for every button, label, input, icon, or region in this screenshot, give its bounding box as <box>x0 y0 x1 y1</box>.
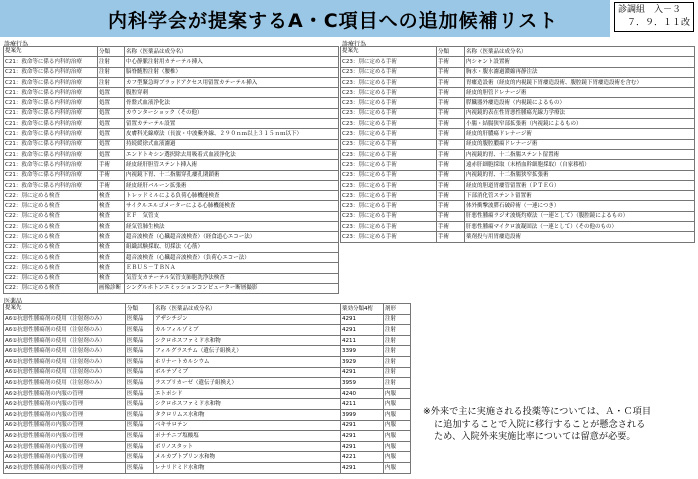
cell-p: C23：別に定める手術 <box>341 211 437 221</box>
table-row <box>4 149 339 159</box>
cell-n: カウンターショック（その他） <box>125 108 339 118</box>
cell-c: 手術 <box>437 108 465 118</box>
cell-n: ベキサロテン <box>154 420 341 431</box>
table-row <box>4 108 339 118</box>
table-header-row <box>4 47 339 57</box>
cell-n: 経気管肺生検法 <box>125 222 339 232</box>
cell-c: 処置 <box>98 108 125 118</box>
table-row <box>4 263 339 273</box>
cell-p: C23：別に定める手術 <box>341 180 437 190</box>
cell-n: 内シャント設置術 <box>465 57 695 67</box>
table-row <box>4 67 339 77</box>
cell-c: 注射 <box>98 77 125 87</box>
table-row <box>4 420 411 431</box>
table-row <box>4 409 411 420</box>
table-row <box>4 273 339 283</box>
cell-p: C23：別に定める手術 <box>341 57 437 67</box>
table-row <box>4 431 411 442</box>
cell-p: A6②抗悪性腫瘍剤の内服の管理 <box>4 452 126 463</box>
cell-c: 医薬品 <box>126 367 154 378</box>
cell-n: 中心静脈注射用カテーテル挿入 <box>125 57 339 67</box>
table-row <box>341 170 695 180</box>
cell-n: サイクルエルゴメーターによる心肺機能検査 <box>125 201 339 211</box>
cell-c: 医薬品 <box>126 399 154 410</box>
cell-n: 経皮的胆管ドレナージ術 <box>465 88 695 98</box>
cell-n: ＥＢＵＳ－ＴＢＮＡ <box>125 263 339 273</box>
cell-c: 画像診断 <box>98 283 125 293</box>
cell-n: 超音波検査（心臓超音波検査）（負荷心エコー法） <box>125 252 339 262</box>
cell-p: C23：別に定める手術 <box>341 119 437 129</box>
cell-c: 医薬品 <box>126 431 154 442</box>
cell-p: A6①抗悪性腫瘍剤の使用（注射剤のみ） <box>4 367 126 378</box>
cell-p: A6②抗悪性腫瘍剤の内服の管理 <box>4 409 126 420</box>
cell-c: 医薬品 <box>126 441 154 452</box>
cell-p: C23：別に定める手術 <box>341 98 437 108</box>
cell-f: 注射 <box>384 335 411 346</box>
cell-p: C21：救命等に係る内科的治療 <box>4 98 98 108</box>
table-row <box>4 462 411 473</box>
cell-p: C21：救命等に係る内科的治療 <box>4 57 98 67</box>
header-name: 名称（医薬品は成分名） <box>154 304 341 315</box>
table-row <box>341 201 695 211</box>
cell-c: 手術 <box>437 222 465 232</box>
header-proposal: 提案先 <box>4 47 98 57</box>
cell-code: 4291 <box>341 325 384 336</box>
cell-n: ＥＦ 気管支 <box>125 211 339 221</box>
header-proposal: 提案先 <box>4 304 126 315</box>
badge-line-2: ７．９．１１改 <box>626 18 690 28</box>
cell-n: カフ型緊急時ブラッドアクセス用留置カテーテル挿入 <box>125 77 339 87</box>
cell-c: 処置 <box>98 119 125 129</box>
cell-p: C22：別に定める検査 <box>4 201 98 211</box>
cell-n: 肝悪性腫瘍ラジオ波焼灼療法（一連として）（腹腔鏡によるもの） <box>465 211 695 221</box>
cell-n: レナリドミド水和物 <box>154 462 341 473</box>
table-row <box>4 325 411 336</box>
cell-f: 内服 <box>384 452 411 463</box>
table-row <box>4 346 411 357</box>
footnote-line-1: ※外来で主に実施される投薬等については、Ａ・Ｃ項目 <box>423 406 652 417</box>
cell-c: 検査 <box>98 211 125 221</box>
table-row <box>4 252 339 262</box>
table-row <box>4 283 339 293</box>
cell-n: 肝悪性腫瘍マイクロ波凝固法（一連として）（その他のもの） <box>465 222 695 232</box>
cell-n: ポナチニブ塩酸塩 <box>154 431 341 442</box>
document-badge <box>614 2 694 32</box>
cell-n: シクロホスファミド水和物 <box>154 399 341 410</box>
table-row <box>341 108 695 118</box>
cell-n: 胸水・腹水濾過濃縮再静注法 <box>465 67 695 77</box>
cell-f: 内服 <box>384 431 411 442</box>
cell-c: 手術 <box>437 57 465 67</box>
header-code: 薬効分類4桁 <box>341 304 384 315</box>
cell-c: 検査 <box>98 242 125 252</box>
cell-c: 処置 <box>98 88 125 98</box>
cell-c: 手術 <box>437 139 465 149</box>
cell-c: 手術 <box>437 201 465 211</box>
cell-c: 手術 <box>437 88 465 98</box>
table-row <box>341 77 695 87</box>
table-row <box>4 335 411 346</box>
header-proposal: 提案先 <box>341 47 437 57</box>
table-row <box>4 129 339 139</box>
cell-p: C22：別に定める検査 <box>4 273 98 283</box>
table-row <box>4 388 411 399</box>
cell-c: 手術 <box>437 211 465 221</box>
table-row <box>341 98 695 108</box>
cell-p: A6①抗悪性腫瘍剤の使用（注射剤のみ） <box>4 335 126 346</box>
table-row <box>341 160 695 170</box>
cell-c: 手術 <box>437 149 465 159</box>
cell-n: 薬剤投与用胃瘻造設術 <box>465 232 695 242</box>
cell-p: C21：救命等に係る内科的治療 <box>4 67 98 77</box>
cell-n: 内視鏡的胃、十二指腸狭窄拡張術 <box>465 170 695 180</box>
table-row <box>4 314 411 325</box>
cell-n: 下部消化管ステント留置術 <box>465 191 695 201</box>
cell-p: C23：別に定める手術 <box>341 77 437 87</box>
cell-c: 手術 <box>437 160 465 170</box>
cell-p: C22：別に定める検査 <box>4 211 98 221</box>
table-row <box>4 98 339 108</box>
header-category: 分類 <box>126 304 154 315</box>
cell-c: 手術 <box>437 170 465 180</box>
cell-n: 組織試験採取、切採法（心筋） <box>125 242 339 252</box>
cell-p: A6①抗悪性腫瘍剤の使用（注射剤のみ） <box>4 346 126 357</box>
cell-p: C22：別に定める検査 <box>4 263 98 273</box>
table-row <box>4 242 339 252</box>
table-header-row <box>4 304 411 315</box>
cell-c: 検査 <box>98 263 125 273</box>
cell-code: 3399 <box>341 346 384 357</box>
cell-c: 医薬品 <box>126 420 154 431</box>
cell-p: A6②抗悪性腫瘍剤の内服の管理 <box>4 388 126 399</box>
cell-p: C21：救命等に係る内科的治療 <box>4 170 98 180</box>
table-row <box>341 222 695 232</box>
table-row <box>4 452 411 463</box>
cell-c: 医薬品 <box>126 314 154 325</box>
cell-n: 経皮的腹腔膿瘍ドレナージ術 <box>465 139 695 149</box>
cell-n: エンドトキシン選択除去用吸着式血液浄化法 <box>125 149 339 159</box>
page-title: 内科学会が提案するA・C項目への追加候補リスト <box>108 10 559 32</box>
cell-c: 手術 <box>437 232 465 242</box>
cell-p: C21：救命等に係る内科的治療 <box>4 88 98 98</box>
table-row <box>4 399 411 410</box>
cell-code: 4291 <box>341 431 384 442</box>
cell-n: 内視鏡的表在性胃悪性腫瘍光線力学療法 <box>465 108 695 118</box>
cell-n: 内視鏡的胃、十二指腸ステント留置術 <box>465 149 695 159</box>
cell-p: C21：救命等に係る内科的治療 <box>4 119 98 129</box>
cell-code: 4291 <box>341 314 384 325</box>
cell-c: 医薬品 <box>126 388 154 399</box>
table-row <box>4 57 339 67</box>
table-row <box>4 191 339 201</box>
cell-c: 手術 <box>437 191 465 201</box>
table-row <box>341 119 695 129</box>
cell-f: 注射 <box>384 314 411 325</box>
cell-n: 腹腔穿刺 <box>125 88 339 98</box>
cell-p: C21：救命等に係る内科的治療 <box>4 77 98 87</box>
cell-n: 経皮的胆道胃瘻管留置術（ＰＴＥＧ） <box>465 180 695 190</box>
cell-n: アザシチジン <box>154 314 341 325</box>
cell-c: 手術 <box>98 160 125 170</box>
cell-p: C22：別に定める検査 <box>4 252 98 262</box>
cell-c: 検査 <box>98 201 125 211</box>
cell-c: 手術 <box>437 119 465 129</box>
cell-c: 処置 <box>98 98 125 108</box>
cell-code: 3999 <box>341 409 384 420</box>
cell-p: C22：別に定める検査 <box>4 222 98 232</box>
table-row <box>4 201 339 211</box>
diagnosis-table-left <box>3 46 339 294</box>
cell-f: 内服 <box>384 399 411 410</box>
header-form: 剤形 <box>384 304 411 315</box>
table-row <box>341 67 695 77</box>
cell-c: 検査 <box>98 222 125 232</box>
cell-p: C23：別に定める手術 <box>341 222 437 232</box>
cell-p: C22：別に定める検査 <box>4 232 98 242</box>
header-category: 分類 <box>437 47 465 57</box>
diagnosis-table-right <box>340 46 695 243</box>
table-row <box>341 191 695 201</box>
cell-p: A6①抗悪性腫瘍剤の使用（注射剤のみ） <box>4 314 126 325</box>
cell-p: C23：別に定める手術 <box>341 170 437 180</box>
cell-f: 注射 <box>384 346 411 357</box>
cell-f: 注射 <box>384 367 411 378</box>
cell-p: C21：救命等に係る内科的治療 <box>4 139 98 149</box>
cell-c: 手術 <box>437 180 465 190</box>
table-row <box>341 211 695 221</box>
cell-c: 処置 <box>98 139 125 149</box>
cell-p: C23：別に定める手術 <box>341 191 437 201</box>
cell-c: 医薬品 <box>126 356 154 367</box>
cell-n: 小腸・結腸狭窄部拡張術（内視鏡によるもの） <box>465 119 695 129</box>
cell-p: A6②抗悪性腫瘍剤の内服の管理 <box>4 420 126 431</box>
diagnosis-section-right-label: 診療行為 <box>342 41 367 48</box>
table-row <box>4 232 339 242</box>
cell-c: 医薬品 <box>126 462 154 473</box>
cell-n: メルカプトプリン水和物 <box>154 452 341 463</box>
table-row <box>4 180 339 190</box>
cell-c: 手術 <box>98 180 125 190</box>
cell-c: 手術 <box>437 67 465 77</box>
cell-c: 手術 <box>437 98 465 108</box>
table-row <box>341 129 695 139</box>
cell-c: 医薬品 <box>126 409 154 420</box>
cell-n: エトポシド <box>154 388 341 399</box>
cell-f: 注射 <box>384 325 411 336</box>
cell-n: シングルホトンエミッションコンピューター断層撮影 <box>125 283 339 293</box>
cell-p: C23：別に定める手術 <box>341 139 437 149</box>
table-row <box>4 367 411 378</box>
cell-code: 4291 <box>341 462 384 473</box>
cell-p: C21：救命等に係る内科的治療 <box>4 108 98 118</box>
cell-code: 4211 <box>341 335 384 346</box>
table-row <box>4 119 339 129</box>
cell-c: 手術 <box>98 170 125 180</box>
table-row <box>341 232 695 242</box>
header-category: 分類 <box>98 47 125 57</box>
header-name: 名称（医薬品は成分名） <box>125 47 339 57</box>
cell-c: 検査 <box>98 252 125 262</box>
cell-code: 4211 <box>341 399 384 410</box>
cell-n: 経皮経肝バルーン拡張術 <box>125 180 339 190</box>
cell-p: C23：別に定める手術 <box>341 160 437 170</box>
cell-c: 注射 <box>98 57 125 67</box>
cell-c: 医薬品 <box>126 346 154 357</box>
cell-n: トレッドミルによる負荷心肺機能検査 <box>125 191 339 201</box>
cell-p: C23：別に定める手術 <box>341 108 437 118</box>
cell-c: 医薬品 <box>126 378 154 389</box>
cell-n: シクロホスファミド水和物 <box>154 335 341 346</box>
drug-table <box>3 303 411 474</box>
cell-code: 4221 <box>341 452 384 463</box>
cell-p: A6①抗悪性腫瘍剤の使用（注射剤のみ） <box>4 356 126 367</box>
cell-n: 気管支カテーテル気管支肺胞洗浄法検査 <box>125 273 339 283</box>
cell-c: 手術 <box>437 129 465 139</box>
cell-c: 医薬品 <box>126 325 154 336</box>
footnote-line-2: に追加することで入院に移行することが懸念される <box>434 418 646 430</box>
cell-n: 経皮経肝胆管ステント挿入術 <box>125 160 339 170</box>
cell-n: 経皮的肝膿瘍ドレナージ術 <box>465 129 695 139</box>
cell-p: A6②抗悪性腫瘍剤の内服の管理 <box>4 431 126 442</box>
table-row <box>4 88 339 98</box>
cell-c: 検査 <box>98 191 125 201</box>
cell-f: 内服 <box>384 462 411 473</box>
cell-p: C23：別に定める手術 <box>341 232 437 242</box>
table-row <box>4 378 411 389</box>
cell-p: A6①抗悪性腫瘍剤の使用（注射剤のみ） <box>4 325 126 336</box>
footnote <box>423 406 691 444</box>
cell-c: 検査 <box>98 273 125 283</box>
cell-c: 処置 <box>98 149 125 159</box>
table-row <box>4 211 339 221</box>
diagnosis-section-left-label: 診療行為 <box>4 41 29 48</box>
cell-n: 遠赤肝細胞採取（末梢血幹細胞採取）（自家移植） <box>465 160 695 170</box>
cell-n: 留置カテーテル設置 <box>125 119 339 129</box>
cell-n: ボリノスタット <box>154 441 341 452</box>
cell-f: 内服 <box>384 409 411 420</box>
cell-p: C21：救命等に係る内科的治療 <box>4 149 98 159</box>
table-row <box>4 160 339 170</box>
cell-p: C23：別に定める手術 <box>341 129 437 139</box>
cell-n: 骨盤式血液浄化法 <box>125 98 339 108</box>
cell-n: ラスブリカーゼ（遺伝子組換え） <box>154 378 341 389</box>
header-name: 名称（医薬品は成分名） <box>465 47 695 57</box>
footnote-line-3: ため、入院外来実施比率については留意が必要。 <box>434 431 636 442</box>
cell-p: C22：別に定める検査 <box>4 242 98 252</box>
cell-f: 内服 <box>384 388 411 399</box>
cell-n: 超音波検査（心臓超音波検査）（経食道心エコー法） <box>125 232 339 242</box>
table-row <box>341 88 695 98</box>
table-row <box>341 180 695 190</box>
cell-c: 手術 <box>437 77 465 87</box>
cell-n: 膵臓器外瘻造設術（内視鏡によるもの） <box>465 98 695 108</box>
cell-n: 皮膚科光線療法（長波・中波紫外線、２９０ｎｍ以上３１５ｎｍ以下） <box>125 129 339 139</box>
table-row <box>4 441 411 452</box>
cell-code: 4291 <box>341 367 384 378</box>
cell-f: 内服 <box>384 420 411 431</box>
cell-p: C21：救命等に係る内科的治療 <box>4 160 98 170</box>
cell-n: 持続緩徐式血液濾過 <box>125 139 339 149</box>
cell-p: C21：救命等に係る内科的治療 <box>4 129 98 139</box>
cell-c: 医薬品 <box>126 452 154 463</box>
table-row <box>4 139 339 149</box>
cell-n: 内視鏡下胃、十二指腸穿孔瘻孔閉鎖術 <box>125 170 339 180</box>
table-row <box>4 170 339 180</box>
cell-p: A6②抗悪性腫瘍剤の内服の管理 <box>4 441 126 452</box>
cell-p: C21：救命等に係る内科的治療 <box>4 180 98 190</box>
cell-p: C23：別に定める手術 <box>341 201 437 211</box>
cell-n: 体外衝撃波膵石破砕術（一連につき） <box>465 201 695 211</box>
cell-code: 3929 <box>341 356 384 367</box>
cell-c: 注射 <box>98 67 125 77</box>
cell-code: 4291 <box>341 441 384 452</box>
table-header-row <box>341 47 695 57</box>
table-row <box>4 77 339 87</box>
badge-line-1: 診調組 入－３ <box>618 5 682 15</box>
cell-p: C23：別に定める手術 <box>341 67 437 77</box>
cell-n: カルフィルゾミブ <box>154 325 341 336</box>
cell-f: 注射 <box>384 378 411 389</box>
cell-code: 3959 <box>341 378 384 389</box>
cell-p: A6②抗悪性腫瘍剤の内服の管理 <box>4 462 126 473</box>
cell-p: C22：別に定める検査 <box>4 283 98 293</box>
cell-p: A6①抗悪性腫瘍剤の使用（注射剤のみ） <box>4 378 126 389</box>
cell-f: 内服 <box>384 441 411 452</box>
cell-n: ボルテゾミブ <box>154 367 341 378</box>
cell-n: タクロリムス水和物 <box>154 409 341 420</box>
cell-code: 4291 <box>341 420 384 431</box>
cell-c: 処置 <box>98 129 125 139</box>
cell-p: C22：別に定める検査 <box>4 191 98 201</box>
table-row <box>4 356 411 367</box>
cell-p: C23：別に定める手術 <box>341 149 437 159</box>
cell-p: C23：別に定める手術 <box>341 88 437 98</box>
cell-f: 注射 <box>384 356 411 367</box>
cell-n: フィルグラスチム（遺伝子組換え） <box>154 346 341 357</box>
cell-p: A6②抗悪性腫瘍剤の内服の管理 <box>4 399 126 410</box>
table-row <box>341 57 695 67</box>
cell-n: ホリナートカルシウム <box>154 356 341 367</box>
cell-n: 脳脊髄腔注射（腰椎） <box>125 67 339 77</box>
drug-section-label: 医薬品 <box>4 298 23 305</box>
table-row <box>341 139 695 149</box>
cell-c: 医薬品 <box>126 335 154 346</box>
cell-code: 4240 <box>341 388 384 399</box>
cell-n: 胃瘻造設術（経皮的内視鏡下胃瘻造設術、腹腔鏡下胃瘻造設術を含む） <box>465 77 695 87</box>
table-row <box>4 222 339 232</box>
table-row <box>341 149 695 159</box>
cell-c: 検査 <box>98 232 125 242</box>
